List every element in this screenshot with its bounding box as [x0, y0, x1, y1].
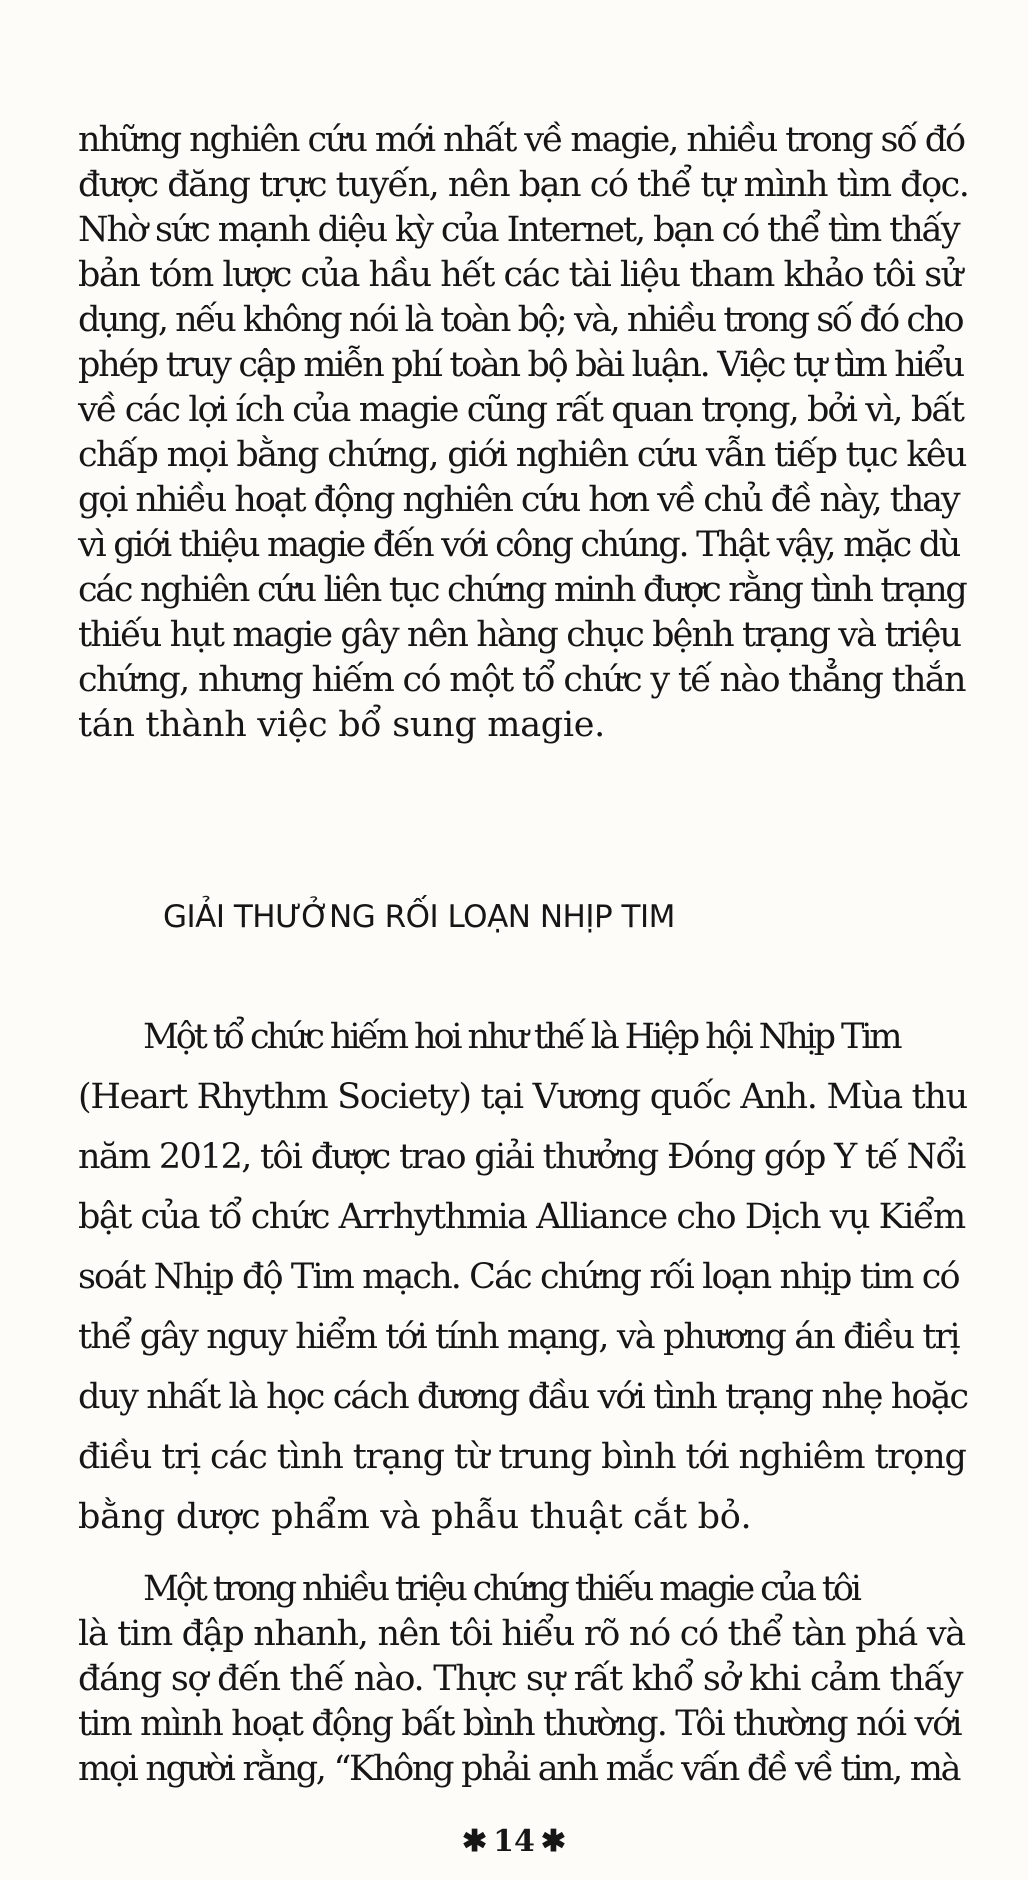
text-line: duy nhất là học cách đương đầu với tình trạng nhẹ hoặc	[78, 1377, 968, 1417]
text-line: chấp mọi bằng chứng, giới nghiên cứu vẫn tiếp tục kêu	[78, 435, 966, 475]
page-number-footer	[0, 1824, 1028, 1860]
asterisk-ornament-icon: ✱	[540, 1824, 567, 1859]
text-line: những nghiên cứu mới nhất về magie, nhiều trong số đó	[78, 120, 965, 160]
text-line: tim mình hoạt động bất bình thường. Tôi thường nói với	[78, 1704, 961, 1744]
text-line: tán thành việc bổ sung magie.	[78, 705, 605, 745]
text-line: phép truy cập miễn phí toàn bộ bài luận. Việc tự tìm hiểu	[78, 345, 963, 385]
section-heading: GIẢI THƯỞNG RỐI LOẠN NHỊP TIM	[163, 899, 675, 935]
text-line: Một tổ chức hiếm hoi như thế là Hiệp hội Nhịp Tim	[143, 1017, 900, 1057]
text-line: các nghiên cứu liên tục chứng minh được rằng tình trạng	[78, 570, 966, 610]
text-line: bật của tổ chức Arrhythmia Alliance cho Dịch vụ Kiểm	[78, 1197, 965, 1237]
text-line: mọi người rằng, “Không phải anh mắc vấn đề về tim, mà	[78, 1749, 960, 1789]
text-line: vì giới thiệu magie đến với công chúng. Thật vậy, mặc dù	[78, 525, 960, 565]
text-line: thiếu hụt magie gây nên hàng chục bệnh trạng và triệu	[78, 615, 961, 655]
text-line: (Heart Rhythm Society) tại Vương quốc Anh. Mùa thu	[78, 1077, 967, 1117]
text-line: gọi nhiều hoạt động nghiên cứu hơn về chủ đề này, thay	[78, 480, 959, 520]
text-line: thể gây nguy hiểm tới tính mạng, và phương án điều trị	[78, 1317, 959, 1357]
text-line: chứng, nhưng hiếm có một tổ chức y tế nào thẳng thắn	[78, 660, 965, 700]
text-line: năm 2012, tôi được trao giải thưởng Đóng góp Y tế Nổi	[78, 1137, 965, 1177]
asterisk-ornament-icon: ✱	[461, 1824, 488, 1859]
text-line: là tim đập nhanh, nên tôi hiểu rõ nó có thể tàn phá và	[78, 1614, 965, 1654]
text-line: được đăng trực tuyến, nên bạn có thể tự mình tìm đọc.	[78, 165, 969, 205]
text-line: Một trong nhiều triệu chứng thiếu magie của tôi	[143, 1569, 859, 1609]
text-line: điều trị các tình trạng từ trung bình tới nghiêm trọng	[78, 1437, 966, 1477]
page-number: 14	[493, 1824, 535, 1859]
text-line: dụng, nếu không nói là toàn bộ; và, nhiều trong số đó cho	[78, 300, 963, 340]
text-line: về các lợi ích của magie cũng rất quan trọng, bởi vì, bất	[78, 390, 964, 430]
text-line: bằng dược phẩm và phẫu thuật cắt bỏ.	[78, 1497, 752, 1537]
text-line: Nhờ sức mạnh diệu kỳ của Internet, bạn có thể tìm thấy	[78, 210, 959, 250]
text-line: bản tóm lược của hầu hết các tài liệu tham khảo tôi sử	[78, 255, 962, 295]
text-line: soát Nhịp độ Tim mạch. Các chứng rối loạn nhịp tim có	[78, 1257, 959, 1297]
text-line: đáng sợ đến thế nào. Thực sự rất khổ sở khi cảm thấy	[78, 1659, 963, 1699]
